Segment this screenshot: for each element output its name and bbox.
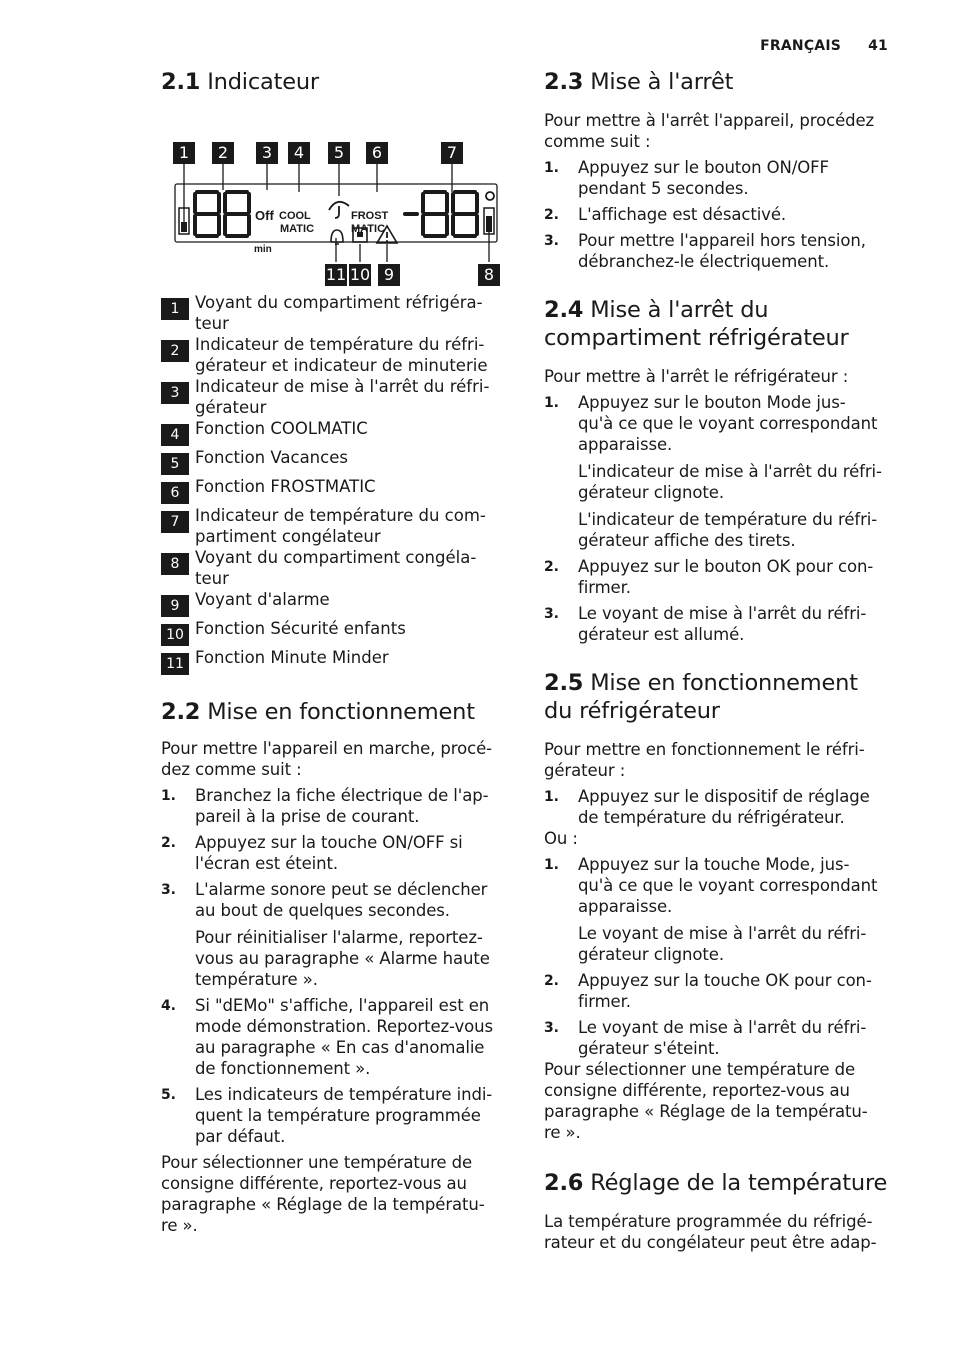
section-2-5-or: Ou : (544, 829, 578, 848)
legend-text: Fonction Sécurité enfants (195, 619, 406, 638)
step-number: 2. (544, 207, 559, 223)
section-2-2-outro: Pour sélectionner une température de consigne différente, reportez-vous au paragraphe « Réglage de la températu- re ». (161, 1153, 485, 1235)
list-item: 3. Le voyant de mise à l'arrêt du réfri- gérateur est allumé. (544, 604, 867, 644)
left-column (161, 68, 513, 1236)
callout-11: 11 (325, 265, 347, 284)
section-2-1-heading (161, 68, 513, 96)
section-2-2-heading (161, 698, 513, 726)
legend-text: Indicateur de température du com- partiment congélateur (195, 506, 486, 546)
legend-row (161, 647, 513, 676)
section-2-4-steps (544, 392, 896, 455)
legend-text: Fonction COOLMATIC (195, 419, 368, 438)
section-2-4-intro: Pour mettre à l'arrêt le réfrigérateur : (544, 367, 849, 386)
step-number: 1. (544, 160, 559, 176)
legend-number-badge: 7 (161, 511, 189, 533)
step-text: Appuyez sur le bouton ON/OFF pendant 5 secondes. (578, 158, 829, 198)
legend-number-badge: 11 (161, 653, 189, 675)
legend-row (161, 376, 513, 418)
section-2-5-alt-steps-continued (544, 970, 896, 1059)
list-item: 3. Le voyant de mise à l'arrêt du réfri- gérateur s'éteint. (544, 1018, 867, 1058)
legend-number-badge: 9 (161, 595, 189, 617)
legend-text: Fonction FROSTMATIC (195, 477, 376, 496)
page-number: 41 (868, 38, 888, 54)
bottom-callouts (161, 264, 513, 286)
callout-1: 1 (173, 142, 195, 164)
callout-3: 3 (256, 142, 278, 164)
frost-matic-label: MATIC (351, 223, 386, 235)
legend-text: Indicateur de température du réfri- gérateur et indicateur de minuterie (195, 335, 488, 375)
step-number: 1. (161, 788, 176, 804)
section-number: 2.1 (161, 69, 201, 95)
callout-9: 9 (378, 264, 400, 286)
legend-number-badge: 2 (161, 340, 189, 362)
section-title: Mise en fonctionnement (207, 699, 475, 725)
right-column (544, 68, 896, 1253)
section-number: 2.6 (544, 1170, 584, 1196)
legend-row (161, 334, 513, 376)
frost-label: FROST (351, 210, 389, 222)
legend-number-badge: 5 (161, 453, 189, 475)
section-title: Réglage de la température (590, 1170, 888, 1196)
list-item (544, 230, 896, 272)
min-label: min (254, 244, 272, 255)
section-2-3-steps (544, 157, 896, 272)
legend-number-badge: 10 (161, 624, 189, 646)
legend-row (161, 547, 513, 589)
section-2-3-heading (544, 68, 896, 96)
step-text: Pour mettre l'appareil hors tension, débranchez-le électriquement. (578, 231, 866, 271)
legend-text: Voyant du compartiment congéla- teur (195, 548, 477, 588)
step-number: 3. (544, 233, 559, 249)
list-item: 2. Appuyez sur la touche OK pour con- firmer. (544, 971, 872, 1011)
list-item (161, 879, 513, 921)
legend-row (161, 505, 513, 547)
list-item (544, 204, 896, 225)
section-number: 2.2 (161, 699, 201, 725)
callout-7: 7 (441, 142, 463, 164)
legend-number-badge: 3 (161, 382, 189, 404)
legend-number-badge: 6 (161, 482, 189, 504)
legend-text: Voyant d'alarme (195, 590, 330, 609)
section-number: 2.4 (544, 297, 584, 323)
section-2-2-step3-note: Pour réinitialiser l'alarme, reportez- vous au paragraphe « Alarme haute température ». (195, 928, 490, 989)
section-2-6-intro: La température programmée du réfrigé- rateur et du congélateur peut être adap- (544, 1212, 877, 1252)
section-title: Mise à l'arrêt (590, 69, 734, 95)
section-title: Mise en fonctionnement du réfrigérateur (544, 670, 858, 724)
list-item (161, 1084, 513, 1147)
section-2-5-outro: Pour sélectionner une température de consigne différente, reportez-vous au paragraphe « Réglage de la températu- re ». (544, 1060, 868, 1142)
list-item: 1. Appuyez sur la touche Mode, jus- qu'à ce que le voyant correspondant apparaisse. (544, 855, 878, 916)
callout-8: 8 (478, 264, 500, 286)
step-text: Les indicateurs de température indi- quent la température programmée par défaut. (195, 1085, 493, 1146)
section-2-5-alt-note: Le voyant de mise à l'arrêt du réfri- gérateur clignote. (578, 924, 867, 964)
step-text: Si "dEMo" s'affiche, l'appareil est en mode démonstration. Reportez-vous au paragraphe « En cas d'anomalie de fonctionnement ». (195, 996, 493, 1078)
section-2-5-alt-steps (544, 854, 896, 917)
legend-row (161, 476, 513, 505)
step-text: L'alarme sonore peut se déclencher au bout de quelques secondes. (195, 880, 488, 920)
legend-row (161, 589, 513, 618)
section-2-2-intro: Pour mettre l'appareil en marche, procé- dez comme suit : (161, 739, 492, 779)
section-2-4-heading (544, 296, 896, 352)
list-item (161, 785, 513, 827)
section-number: 2.5 (544, 670, 584, 696)
section-2-4-note-2: L'indicateur de température du réfri- gérateur affiche des tirets. (578, 510, 878, 550)
callout-2: 2 (212, 142, 234, 164)
legend-text: Fonction Vacances (195, 448, 348, 467)
step-number: 3. (161, 882, 176, 898)
list-item: 1. Appuyez sur le bouton Mode jus- qu'à ce que le voyant correspondant apparaisse. (544, 393, 878, 454)
legend-number-badge: 8 (161, 553, 189, 575)
language-label: FRANÇAIS (760, 38, 842, 54)
display-panel-diagram (161, 114, 501, 262)
section-2-5-steps (544, 786, 896, 828)
legend-row (161, 292, 513, 334)
section-2-4-note-1: L'indicateur de mise à l'arrêt du réfri- gérateur clignote. (578, 462, 882, 502)
list-item: 2. Appuyez sur le bouton OK pour con- firmer. (544, 557, 874, 597)
section-2-2-steps (161, 785, 513, 921)
callout-6: 6 (366, 142, 388, 164)
legend-text: Fonction Minute Minder (195, 648, 389, 667)
step-number: 2. (161, 835, 176, 851)
list-item (544, 157, 896, 199)
legend-row (161, 618, 513, 647)
page-header (760, 38, 888, 54)
section-number: 2.3 (544, 69, 584, 95)
section-2-6-heading (544, 1169, 896, 1197)
legend-row (161, 418, 513, 447)
off-label: Off (255, 208, 274, 223)
section-2-5-intro: Pour mettre en fonctionnement le réfri- gérateur : (544, 740, 865, 780)
step-text: L'affichage est désactivé. (578, 205, 787, 224)
list-item: 1. Appuyez sur le dispositif de réglage de température du réfrigérateur. (544, 787, 870, 827)
list-item (161, 832, 513, 874)
legend-number-badge: 4 (161, 424, 189, 446)
section-2-3-intro: Pour mettre à l'arrêt l'appareil, procédez comme suit : (544, 111, 875, 151)
step-number: 4. (161, 998, 176, 1014)
legend-text: Voyant du compartiment réfrigéra- teur (195, 293, 483, 333)
cool-label: COOL (279, 210, 311, 222)
section-title: Mise à l'arrêt du compartiment réfrigérateur (544, 297, 849, 351)
step-number: 5. (161, 1087, 176, 1103)
list-item (161, 995, 513, 1079)
section-title: Indicateur (207, 69, 319, 95)
step-text: Branchez la fiche électrique de l'ap- pareil à la prise de courant. (195, 786, 489, 826)
legend-row (161, 447, 513, 476)
indicator-legend (161, 292, 513, 676)
section-2-2-steps-continued (161, 995, 513, 1147)
step-text: Appuyez sur la touche ON/OFF si l'écran est éteint. (195, 833, 463, 873)
callout-5: 5 (328, 142, 350, 164)
cool-matic-label: MATIC (280, 223, 315, 235)
callout-4: 4 (288, 142, 310, 164)
section-2-5-heading (544, 669, 896, 725)
display-panel-illustration (161, 114, 501, 262)
legend-text: Indicateur de mise à l'arrêt du réfri- gérateur (195, 377, 490, 417)
callout-10: 10 (349, 265, 371, 284)
legend-number-badge: 1 (161, 298, 189, 320)
section-2-4-steps-continued (544, 556, 896, 645)
